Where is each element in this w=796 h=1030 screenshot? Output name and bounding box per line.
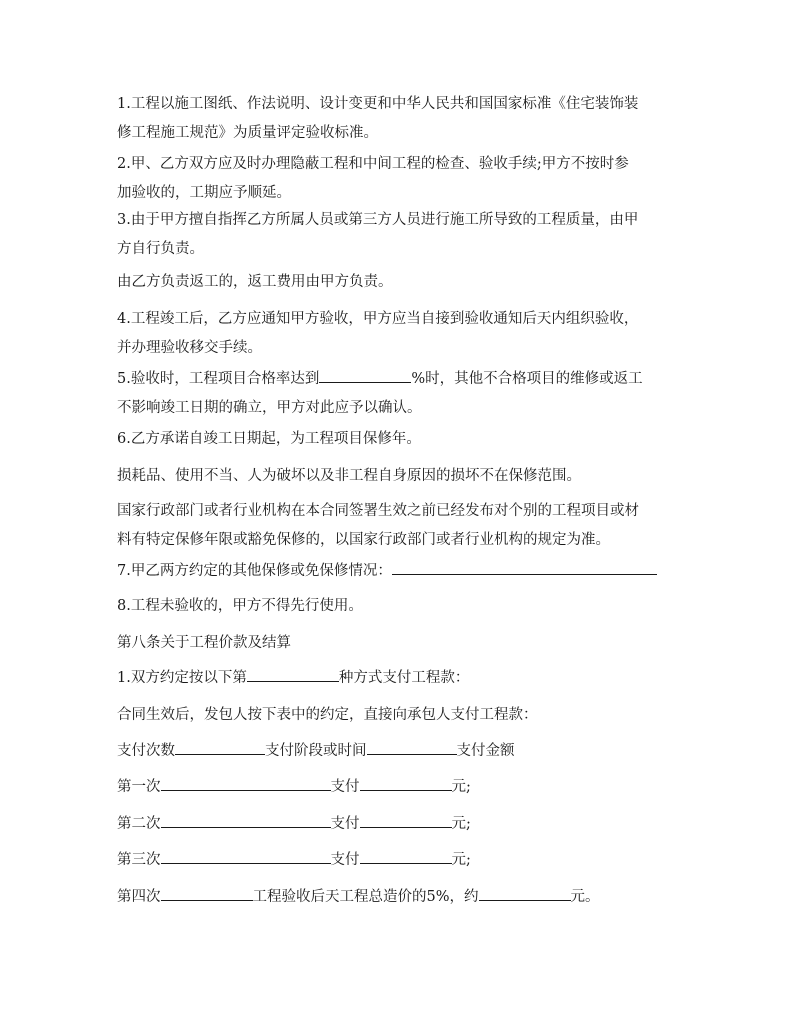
- payment-row-3: 第三次 支付 元;: [117, 846, 687, 875]
- clause-acceptance-standard: 1.工程以施工图纸、作法说明、设计变更和中华人民共和国国家标准《住宅装饰装 修工程施工规范》为质量评定验收标准。: [117, 96, 639, 141]
- clause-third-party-quality: 3.由于甲方擅自指挥乙方所属人员或第三方人员进行施工所导致的工程质量，由甲 方自行负责。: [117, 212, 639, 257]
- payment-row-2: 第二次 支付 元;: [117, 810, 687, 839]
- payment-row-1: 第一次 支付 元;: [117, 773, 687, 802]
- clause-no-early-use: 8.工程未验收的，甲方不得先行使用。: [117, 598, 363, 614]
- clause-warranty-exclusions: 损耗品、使用不当、人为破坏以及非工程自身原因的损坏不在保修范围。: [117, 468, 581, 484]
- pass-rate-blank[interactable]: [319, 367, 411, 383]
- clause-pass-rate: 5.验收时，工程项目合格率达到 %时，其他不合格项目的维修或返工 不影响竣工日期的确立，甲方对此应予以确认。: [117, 365, 687, 423]
- payment-stage-blank[interactable]: [367, 739, 457, 755]
- payment-row-4: 第四次 工程验收后天工程总造价的5%，约 元。: [117, 883, 687, 912]
- payment-3-amount-blank[interactable]: [360, 848, 452, 864]
- payment-2-amount-blank[interactable]: [360, 812, 452, 828]
- payment-table-header: 支付次数 支付阶段或时间 支付金额: [117, 737, 687, 766]
- clause-national-regulations: 国家行政部门或者行业机构在本合同签署生效之前已经发布对个别的工程项目或材 料有特定保修年限或豁免保修的，以国家行政部门或者行业机构的规定为准。: [117, 503, 639, 548]
- clause-completion-acceptance: 4.工程竣工后，乙方应通知甲方验收，甲方应当自接到验收通知后天内组织验收， 并办理验收移交手续。: [117, 311, 639, 356]
- clause-other-warranty: 7.甲乙两方约定的其他保修或免保修情况：: [117, 557, 687, 586]
- clause-payment-method: 1.双方约定按以下第 种方式支付工程款：: [117, 664, 687, 693]
- article-eight-heading: 第八条关于工程价款及结算: [117, 635, 291, 651]
- clause-payment-schedule-intro: 合同生效后，发包人按下表中的约定，直接向承包人支付工程款：: [117, 707, 538, 723]
- payment-1-stage-blank[interactable]: [161, 775, 331, 791]
- clause-rework-cost: 由乙方负责返工的，返工费用由甲方负责。: [117, 274, 393, 290]
- payment-3-stage-blank[interactable]: [161, 848, 331, 864]
- payment-1-amount-blank[interactable]: [360, 775, 452, 791]
- clause-warranty-period: 6.乙方承诺自竣工日期起，为工程项目保修年。: [117, 431, 421, 447]
- payment-count-blank[interactable]: [175, 739, 265, 755]
- payment-4-amount-blank[interactable]: [479, 885, 571, 901]
- other-warranty-blank[interactable]: [392, 559, 657, 575]
- payment-4-stage-blank[interactable]: [161, 885, 253, 901]
- clause-concealed-works: 2.甲、乙方双方应及时办理隐蔽工程和中间工程的检查、验收手续;甲方不按时参 加验收的，工期应予顺延。: [117, 156, 629, 201]
- payment-2-stage-blank[interactable]: [161, 812, 331, 828]
- payment-method-blank[interactable]: [247, 666, 339, 682]
